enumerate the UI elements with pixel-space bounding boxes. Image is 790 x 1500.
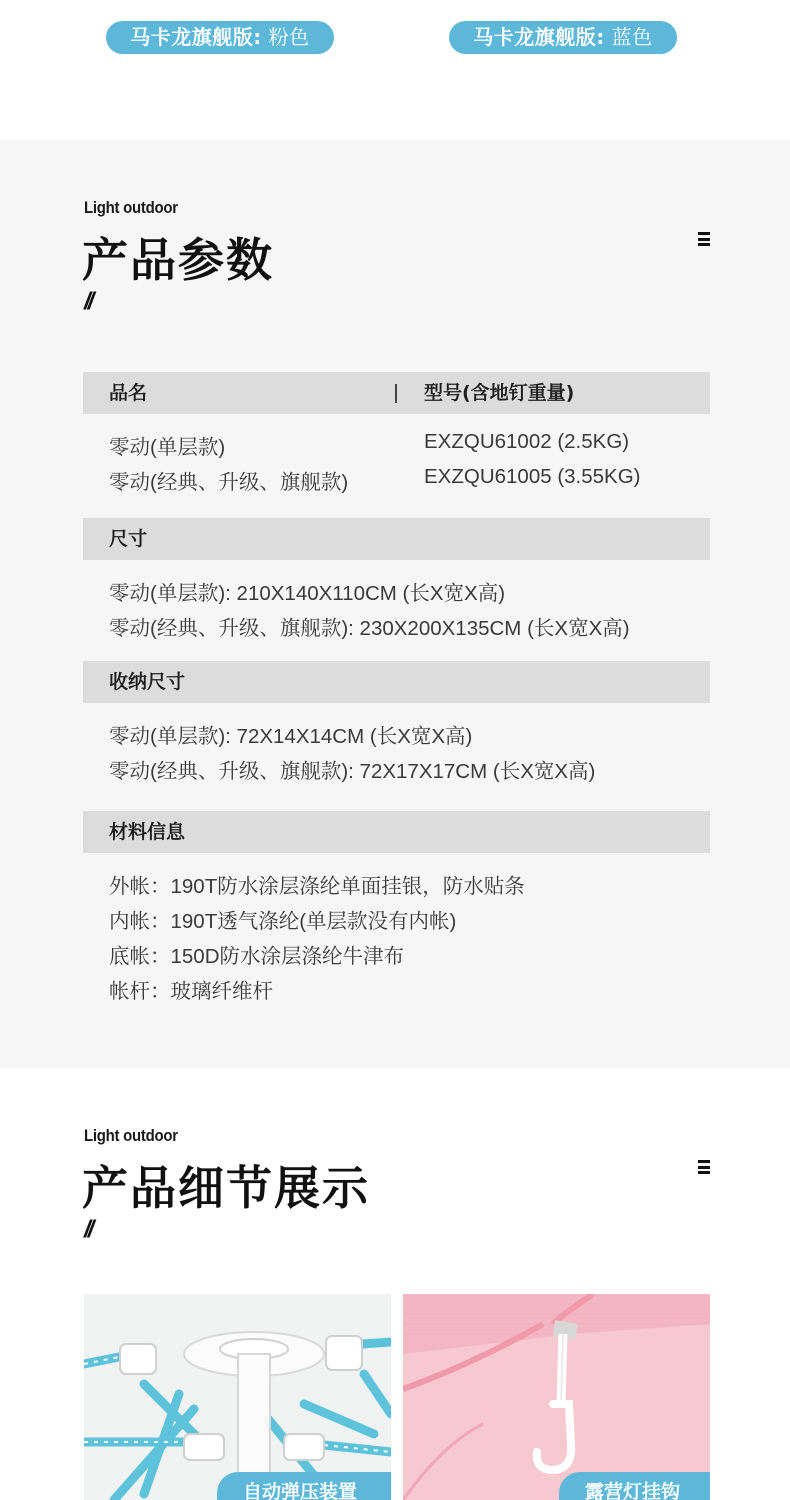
product-details-section <box>0 1068 790 1500</box>
menu-icon <box>698 232 710 246</box>
color-tag-name: 马卡龙旗舰版: <box>473 25 605 49</box>
spec-header-label: 材料信息 <box>109 821 186 843</box>
color-tag-value: 蓝色 <box>611 25 653 49</box>
spec-packed-row: 零动(单层款): 72X14X14CM (长X宽X高) <box>109 725 473 748</box>
spec-material-row: 帐杆：玻璃纤维杆 <box>109 980 273 1003</box>
spec-header-label: 尺寸 <box>109 528 148 550</box>
spec-header-model <box>83 372 710 414</box>
menu-icon <box>698 1160 710 1174</box>
color-tag-strip <box>0 0 790 140</box>
spec-material-row: 内帐：190T透气涤纶(单层款没有内帐) <box>109 910 457 933</box>
spec-material-row: 底帐：150D防水涂层涤纶牛津布 <box>109 945 405 968</box>
spec-product-model: EXZQU61005 (3.55KG) <box>424 465 641 488</box>
lantern-hook-illustration <box>403 1294 710 1500</box>
spec-header-model-label: 型号(含地钉重量) <box>424 382 575 404</box>
title-slashes: // <box>84 1216 92 1243</box>
spec-header-material <box>83 811 710 853</box>
section-eyebrow: Light outdoor <box>84 198 178 217</box>
spec-header-size <box>83 518 710 560</box>
section-eyebrow: Light outdoor <box>84 1126 178 1145</box>
color-tag-pink[interactable] <box>106 21 334 54</box>
spec-product-model: EXZQU61002 (2.5KG) <box>424 430 630 453</box>
spec-packed-row: 零动(经典、升级、旗舰款): 72X17X17CM (长X宽X高) <box>109 760 596 783</box>
spec-header-packed-size <box>83 661 710 703</box>
detail-photo-lantern-hook <box>403 1294 710 1500</box>
title-slashes: // <box>84 288 92 315</box>
section-title: 产品细节展示 <box>82 1161 370 1215</box>
spec-product-name: 零动(经典、升级、旗舰款) <box>109 471 349 494</box>
header-divider <box>395 384 397 403</box>
spec-size-row: 零动(经典、升级、旗舰款): 230X200X135CM (长X宽X高) <box>109 617 630 640</box>
spec-material-row: 外帐：190T防水涂层涤纶单面挂银，防水贴条 <box>109 875 525 898</box>
color-tag-blue[interactable] <box>449 21 677 54</box>
color-tag-value: 粉色 <box>268 25 310 49</box>
detail-caption: 露营灯挂钩 <box>559 1472 710 1500</box>
spec-header-name-label: 品名 <box>109 382 148 404</box>
detail-caption: 自动弹压装置 <box>217 1472 391 1500</box>
section-title: 产品参数 <box>82 233 274 287</box>
color-tag-name: 马卡龙旗舰版: <box>130 25 262 49</box>
spec-size-row: 零动(单层款): 210X140X110CM (长X宽X高) <box>109 582 506 605</box>
detail-photo-hub <box>84 1294 391 1500</box>
tent-hub-illustration <box>84 1294 391 1500</box>
product-specs-section <box>0 140 790 1068</box>
spec-header-label: 收纳尺寸 <box>109 671 186 693</box>
spec-product-name: 零动(单层款) <box>109 436 226 459</box>
